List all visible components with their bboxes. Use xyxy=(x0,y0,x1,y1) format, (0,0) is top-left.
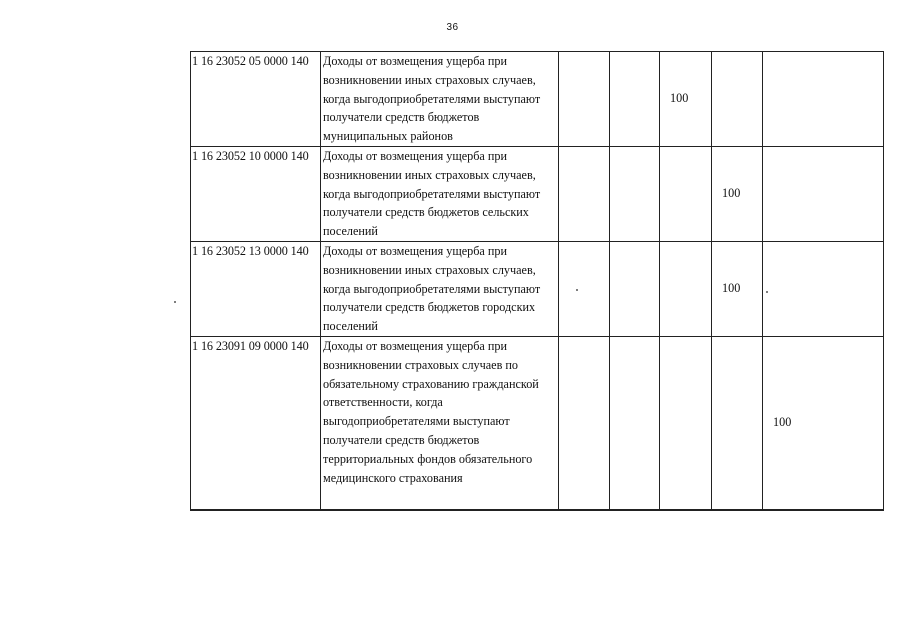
budget-code-cell: 1 16 23052 10 0000 140 xyxy=(191,147,321,242)
description-line: ответственности, когда xyxy=(323,395,443,410)
description-line: когда выгодоприобретателями выступают xyxy=(323,91,541,106)
value-cell xyxy=(660,52,712,147)
value-cell xyxy=(712,52,763,147)
description-cell xyxy=(321,337,559,511)
description-cell xyxy=(321,52,559,147)
value-cell xyxy=(712,147,763,242)
value-cell xyxy=(559,147,610,242)
table-row xyxy=(191,52,884,147)
description-line: возникновении страховых случаев по xyxy=(323,357,519,372)
description-line: возникновении иных страховых случаев, xyxy=(323,72,536,87)
table-row xyxy=(191,147,884,242)
value-cell xyxy=(610,337,660,511)
description-cell xyxy=(321,147,559,242)
description-line: территориальных фондов обязательного xyxy=(323,451,533,466)
budget-code-cell: 1 16 23052 13 0000 140 xyxy=(191,242,321,337)
description-line: возникновении иных страховых случаев, xyxy=(323,167,536,182)
value-text: 100 xyxy=(773,414,792,429)
value-cell xyxy=(559,242,610,337)
revenue-table xyxy=(190,51,884,511)
table-row xyxy=(191,337,884,511)
value-cell xyxy=(660,242,712,337)
description-line: получатели средств бюджетов xyxy=(323,110,480,125)
description-line: муниципальных районов xyxy=(323,129,453,144)
value-cell xyxy=(610,242,660,337)
value-text: 100 xyxy=(722,185,741,200)
value-cell xyxy=(712,242,763,337)
description-line: Доходы от возмещения ущерба при xyxy=(323,339,508,353)
description-line: поселений xyxy=(323,224,378,239)
value-cell xyxy=(559,52,610,147)
page-number: 36 xyxy=(446,22,459,33)
description-line: возникновении иных страховых случаев, xyxy=(323,262,536,277)
value-text: 100 xyxy=(722,280,741,295)
description-line: получатели средств бюджетов сельских xyxy=(323,205,529,220)
description-line: получатели средств бюджетов xyxy=(323,432,480,447)
value-cell xyxy=(660,147,712,242)
description-line: получатели средств бюджетов городских xyxy=(323,300,536,315)
scan-speck xyxy=(576,289,578,291)
description-cell xyxy=(321,242,559,337)
budget-code-cell: 1 16 23052 05 0000 140 xyxy=(191,52,321,147)
description-line: Доходы от возмещения ущерба при xyxy=(323,149,508,163)
description-line: выгодоприобретателями выступают xyxy=(323,414,510,429)
description-line: Доходы от возмещения ущерба при xyxy=(323,244,508,258)
value-cell xyxy=(763,147,884,242)
value-cell xyxy=(610,52,660,147)
description-line: Доходы от возмещения ущерба при xyxy=(323,54,508,68)
description-line: поселений xyxy=(323,319,378,334)
value-text: 100 xyxy=(670,90,689,105)
description-line: когда выгодоприобретателями выступают xyxy=(323,186,541,201)
budget-code-cell: 1 16 23091 09 0000 140 xyxy=(191,337,321,511)
value-cell xyxy=(763,337,884,511)
scan-speck xyxy=(766,291,768,293)
description-line: обязательному страхованию гражданской xyxy=(323,376,539,391)
table-row xyxy=(191,242,884,337)
description-line: когда выгодоприобретателями выступают xyxy=(323,281,541,296)
value-cell xyxy=(559,337,610,511)
value-cell xyxy=(660,337,712,511)
scan-speck xyxy=(174,301,176,303)
value-cell xyxy=(763,52,884,147)
value-cell xyxy=(610,147,660,242)
description-line: медицинского страхования xyxy=(323,470,463,485)
value-cell xyxy=(763,242,884,337)
value-cell xyxy=(712,337,763,511)
